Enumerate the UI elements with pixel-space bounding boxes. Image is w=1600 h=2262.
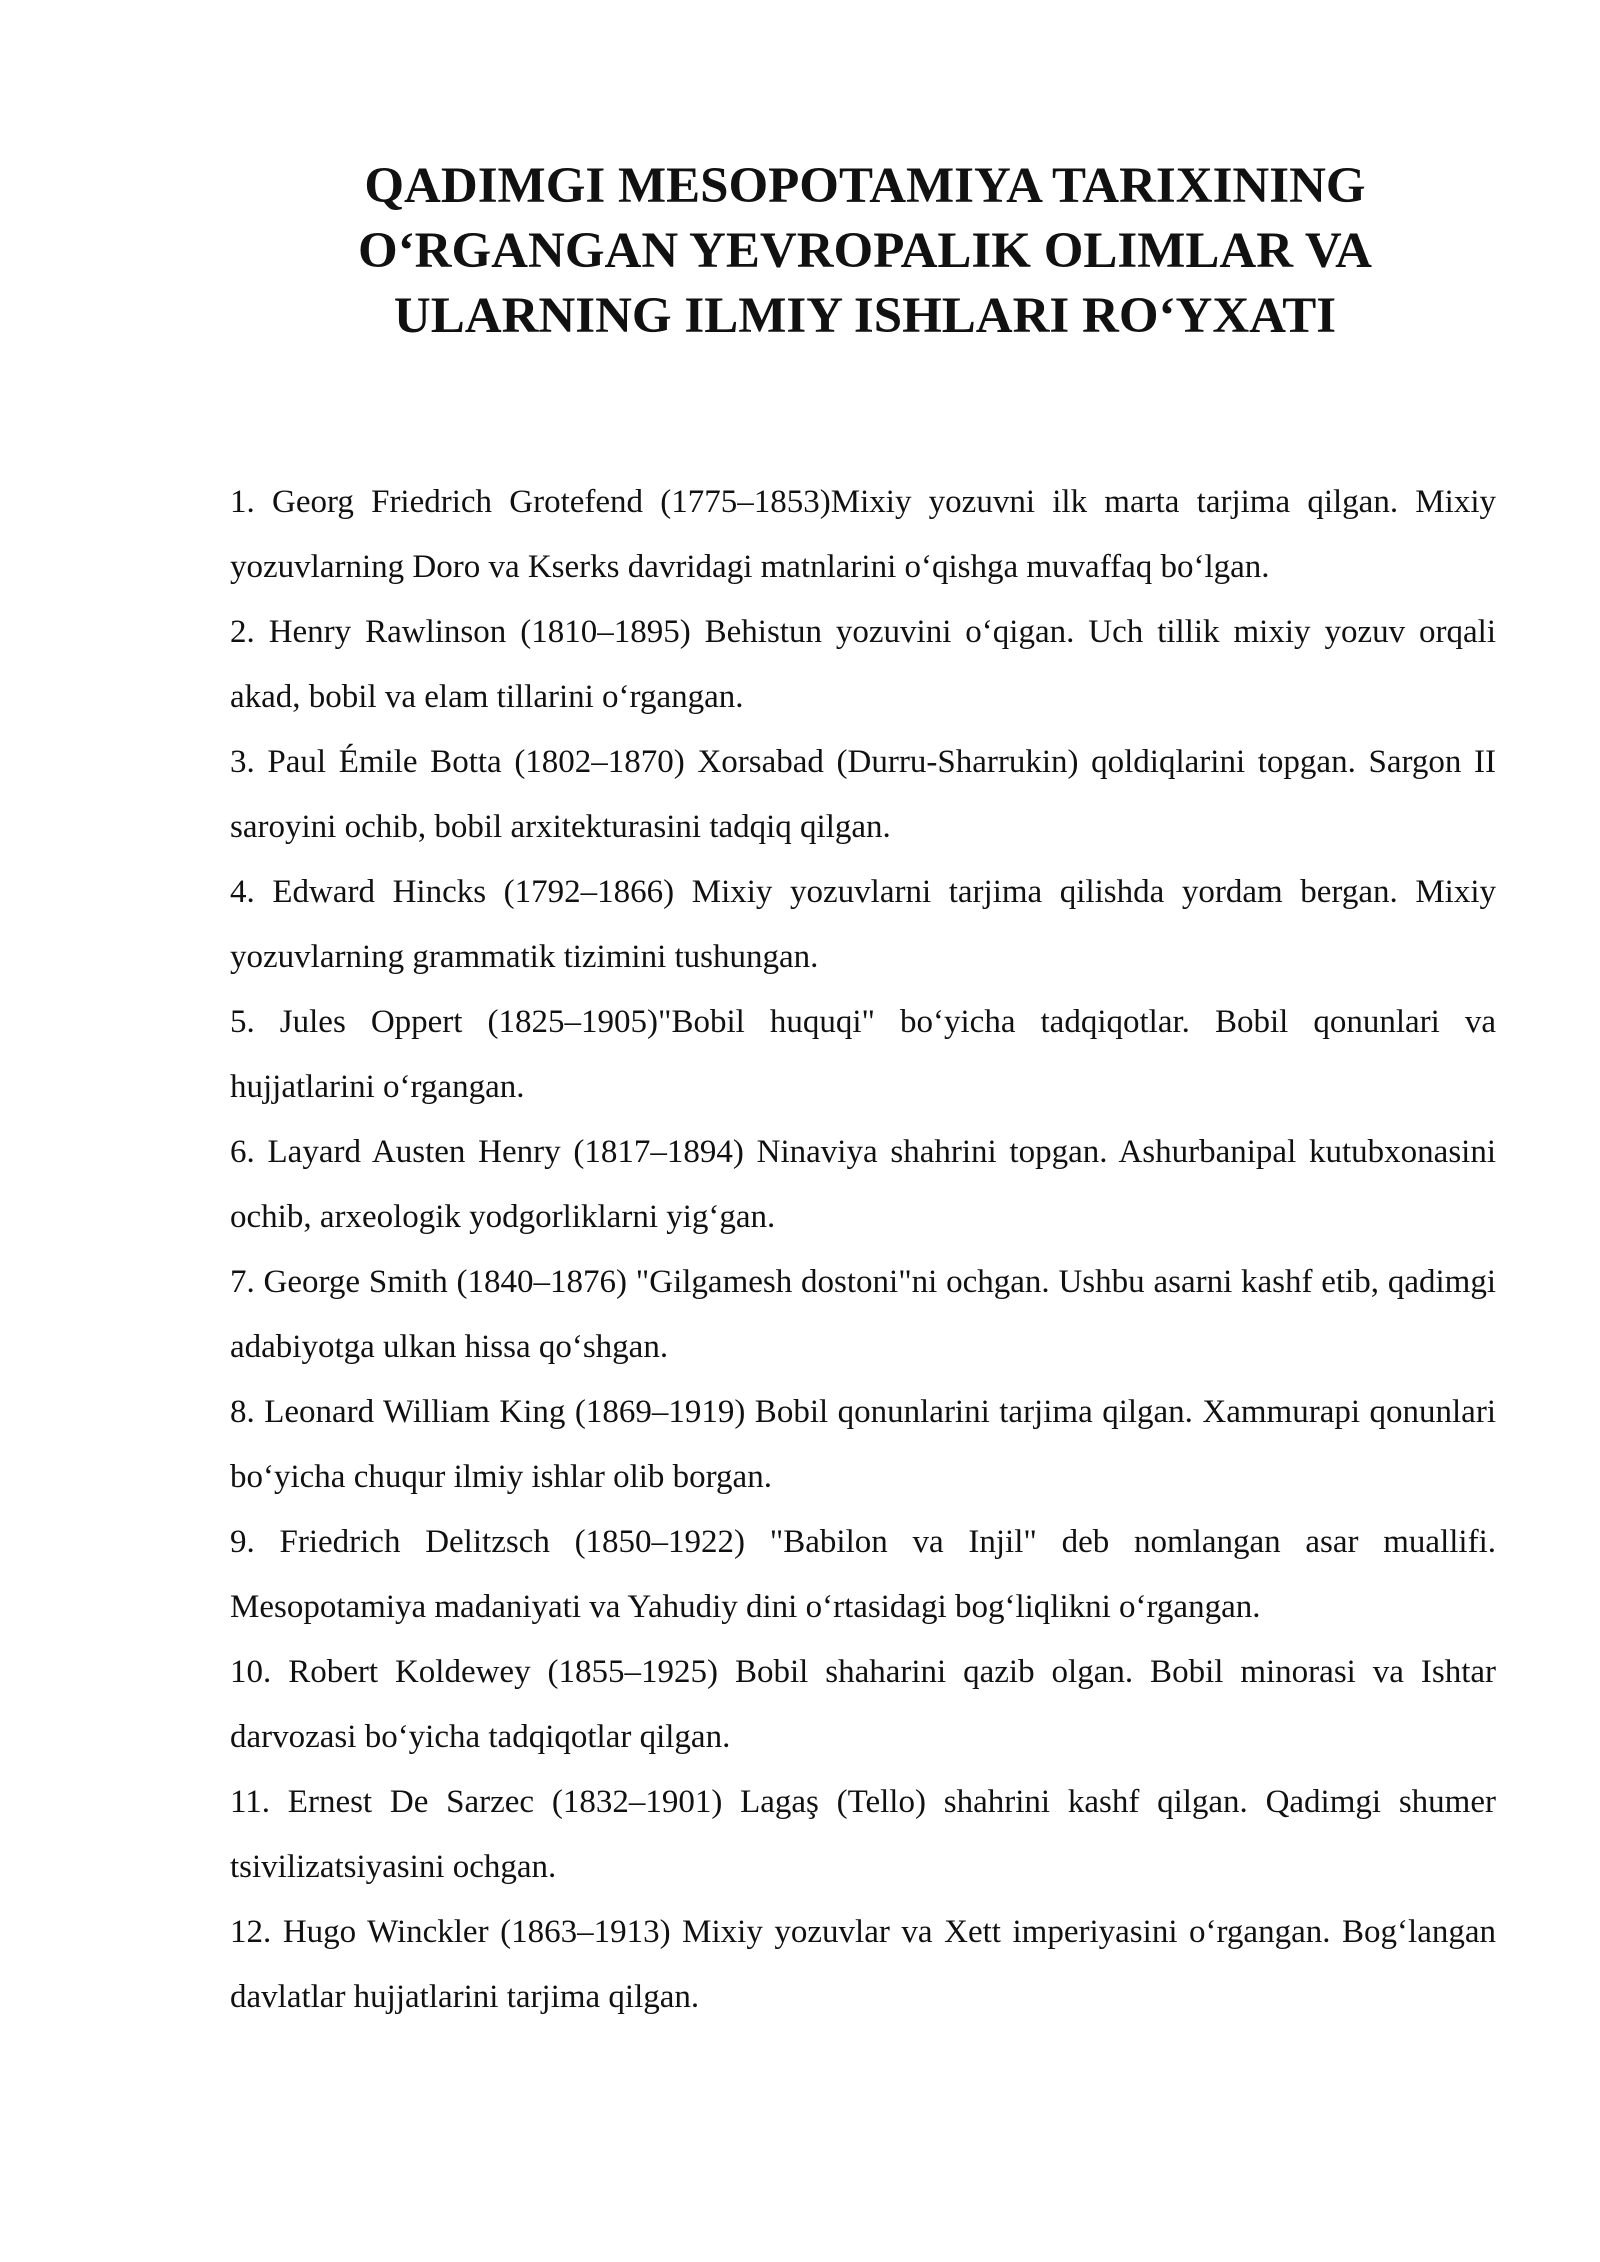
scholar-list <box>230 470 1496 2030</box>
scholar-entry: 12. Hugo Winckler (1863–1913) Mixiy yozuvlar va Xett imperiyasini o‘rgangan. Bog‘langan davlatlar hujjatlarini tarjima qilgan. <box>230 1914 1496 2015</box>
scholar-entry: 6. Layard Austen Henry (1817–1894) Ninaviya shahrini topgan. Ashurbanipal kutubxonasini ochib, arxeologik yodgorliklarni yig‘gan. <box>230 1134 1496 1235</box>
title-line: O‘RGANGAN YEVROPALIK OLIMLAR VA <box>358 223 1372 279</box>
scholar-entry: 1. Georg Friedrich Grotefend (1775–1853)Mixiy yozuvni ilk marta tarjima qilgan. Mixiy yozuvlarning Doro va Kserks davridagi matnlarini o‘qishga muvaffaq bo‘lgan. <box>230 484 1496 585</box>
scholar-entry: 4. Edward Hincks (1792–1866) Mixiy yozuvlarni tarjima qilishda yordam bergan. Mixiy yozuvlarning grammatik tizimini tushungan. <box>230 874 1496 975</box>
scholar-entry: 11. Ernest De Sarzec (1832–1901) Lagaş (Tello) shahrini kashf qilgan. Qadimgi shumer tsivilizatsiyasini ochgan. <box>230 1784 1496 1885</box>
title-line: ULARNING ILMIY ISHLARI RO‘YXATI <box>393 288 1337 344</box>
scholar-entry: 10. Robert Koldewey (1855–1925) Bobil shaharini qazib olgan. Bobil minorasi va Ishtar darvozasi bo‘yicha tadqiqotlar qilgan. <box>230 1654 1496 1755</box>
scholar-entry: 8. Leonard William King (1869–1919) Bobil qonunlarini tarjima qilgan. Xammurapi qonunlari bo‘yicha chuqur ilmiy ishlar olib borgan. <box>230 1394 1496 1495</box>
scholar-entry: 9. Friedrich Delitzsch (1850–1922) "Babilon va Injil" deb nomlangan asar muallifi. Mesopotamiya madaniyati va Yahudiy dini o‘rtasidagi bog‘liqlikni o‘rgangan. <box>230 1524 1496 1625</box>
document-title <box>200 154 1530 349</box>
scholar-entry: 2. Henry Rawlinson (1810–1895) Behistun yozuvini o‘qigan. Uch tillik mixiy yozuv orqali akad, bobil va elam tillarini o‘rgangan. <box>230 614 1496 715</box>
title-line: QADIMGI MESOPOTAMIYA TARIXINING <box>364 158 1366 214</box>
scholar-entry: 3. Paul Émile Botta (1802–1870) Xorsabad (Durru-Sharrukin) qoldiqlarini topgan. Sargon II saroyini ochib, bobil arxitekturasini tadqiq qilgan. <box>230 744 1496 845</box>
scholar-entry: 5. Jules Oppert (1825–1905)"Bobil huquqi" bo‘yicha tadqiqotlar. Bobil qonunlari va hujjatlarini o‘rgangan. <box>230 1004 1496 1105</box>
scholar-entry: 7. George Smith (1840–1876) "Gilgamesh dostoni"ni ochgan. Ushbu asarni kashf etib, qadimgi adabiyotga ulkan hissa qo‘shgan. <box>230 1264 1496 1365</box>
